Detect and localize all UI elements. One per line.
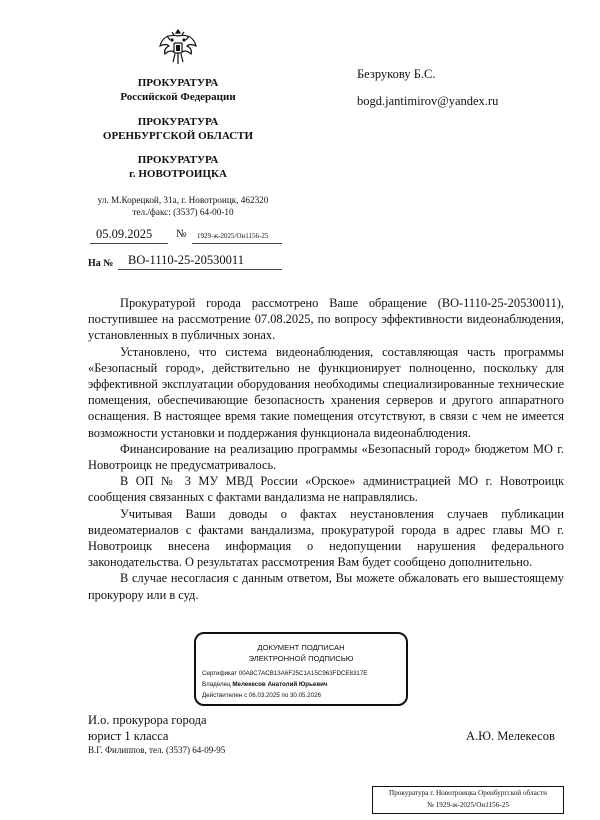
- recipient-name: Безрукову Б.С.: [357, 67, 436, 81]
- ref-underline: [118, 269, 282, 270]
- validity-value: с 06.03.2025 по 30.05.2026: [243, 692, 321, 699]
- org-title: ПРОКУРАТУРА: [137, 77, 219, 89]
- signatory-title: И.о. прокурора города: [88, 713, 207, 727]
- body-paragraph: В ОП № 3 МУ МВД России «Орское» администрацией МО г. Новотроицк сообщения связанных с фактами вандализма не направлялись.: [88, 474, 564, 505]
- number-label: №: [176, 228, 187, 240]
- letter-number: 1929-ж-2025/Он1156-25: [197, 232, 269, 240]
- ref-number: ВО-1110-25-20530011: [128, 253, 244, 267]
- org-subtitle: ОРЕНБУРГСКОЙ ОБЛАСТИ: [102, 130, 254, 142]
- certificate-label: Сертификат: [202, 670, 238, 677]
- registration-org: Прокуратура г. Новотроицка Оренбургской области: [389, 789, 547, 797]
- signatory-name: А.Ю. Мелекесов: [466, 729, 555, 743]
- recipient-email: bogd.jantimirov@yandex.ru: [357, 94, 499, 108]
- ref-label: На №: [88, 258, 114, 269]
- stamp-certificate: [196, 668, 406, 679]
- body-paragraph: Учитывая Ваши доводы о фактах неустановления случаев публикации видеоматериалов с фактами вандализма, прокуратурой города в адрес главы МО г. Новотроицк внесена информация о недопущении нарушения федерального законодательства. О результатах рассмотрения Вам будет сообщено дополнительно.: [88, 506, 564, 570]
- number-underline: [192, 243, 282, 244]
- org-address: [88, 194, 278, 218]
- org-header-region: [88, 115, 268, 143]
- stamp-title: ДОКУМЕНТ ПОДПИСАН: [257, 643, 345, 652]
- electronic-signature-stamp: [194, 632, 408, 706]
- letter-body: [88, 295, 564, 603]
- executor-info: В.Г. Филиппов, тел. (3537) 64-09-95: [88, 745, 226, 755]
- org-header-russia: [88, 76, 268, 104]
- date-underline: [90, 243, 168, 244]
- certificate-value: 00A8C7ACB13A6F25C1A15C963FDCE8317E: [238, 670, 368, 677]
- letter-date: 05.09.2025: [96, 227, 153, 241]
- stamp-owner: [196, 679, 406, 690]
- registration-number: № 1929-ж-2025/Он1156-25: [427, 801, 509, 809]
- registration-box: [372, 786, 564, 814]
- owner-value: Мелекесов Анатолий Юрьевич: [232, 681, 328, 688]
- body-paragraph: Установлено, что система видеонаблюдения, составляющая часть программы «Безопасный город», действительно не функционирует полноценно, поскольку для эффективной эксплуатации оборудования необходимы специализированные технические помещения, обеспечивающие безопасность хранения серверов и другого аппаратного оснащения. В настоящее время такие помещения отсутствуют, в связи с чем не имеется возможности установки и поддержания функционала видеонаблюдения.: [88, 344, 564, 440]
- body-paragraph: В случае несогласия с данным ответом, Вы можете обжаловать его вышестоящему прокурору или в суд.: [88, 571, 564, 602]
- validity-label: Действителен: [202, 692, 243, 699]
- body-paragraph: Финансирование на реализацию программы «Безопасный город» бюджетом МО г. Новотроицк не предусматривалось.: [88, 441, 564, 473]
- body-paragraph: Прокуратурой города рассмотрено Ваше обращение (ВО-1110-25-20530011), поступившее на рассмотрение 07.08.2025, по вопросу эффективности видеонаблюдения, установленных в публичных зонах.: [88, 296, 564, 343]
- address-line: ул. М.Корецкой, 31а, г. Новотроицк, 462320: [97, 195, 269, 205]
- org-title: ПРОКУРАТУРА: [137, 116, 219, 128]
- org-subtitle: г. НОВОТРОИЦКА: [129, 168, 227, 180]
- phone-line: тел./факс: (3537) 64-00-10: [132, 207, 234, 217]
- stamp-subtitle: ЭЛЕКТРОННОЙ ПОДПИСЬЮ: [248, 654, 354, 663]
- org-subtitle: Российской Федерации: [120, 91, 236, 103]
- stamp-validity: [196, 690, 406, 701]
- org-title: ПРОКУРАТУРА: [137, 154, 219, 166]
- owner-label: Владелец: [202, 681, 231, 688]
- double-headed-eagle-emblem: [158, 26, 198, 68]
- signatory-rank: юрист 1 класса: [88, 729, 169, 743]
- org-header-city: [88, 153, 268, 181]
